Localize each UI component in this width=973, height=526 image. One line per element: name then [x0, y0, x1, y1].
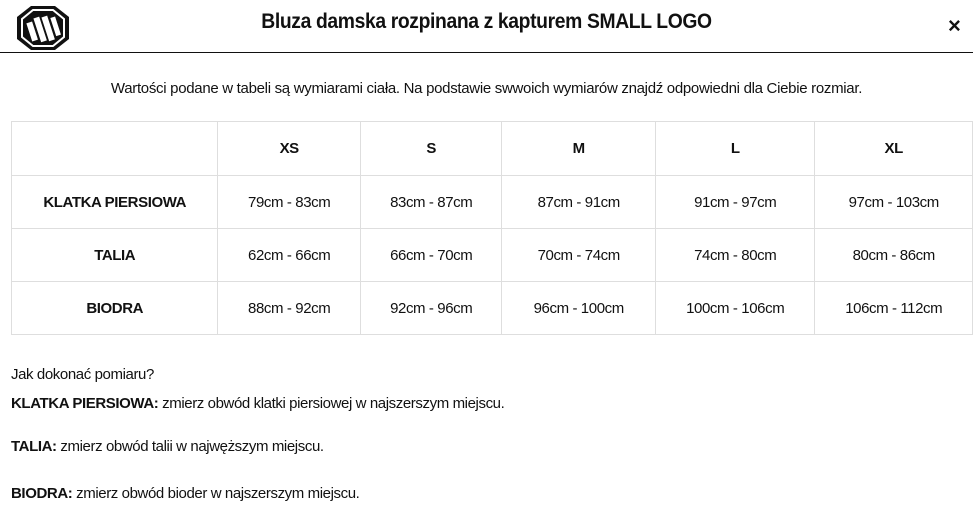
row-label: TALIA	[12, 229, 218, 282]
guide-text: zmierz obwód klatki piersiowej w najszerszym miejscu.	[158, 395, 505, 412]
modal-header	[0, 0, 973, 53]
size-header-row	[12, 122, 973, 176]
table-cell: 96cm - 100cm	[502, 282, 656, 335]
table-cell: 62cm - 66cm	[218, 229, 361, 282]
guide-term: KLATKA PIERSIOWA:	[11, 395, 159, 412]
guide-item	[11, 395, 504, 412]
modal-title: Bluza damska rozpinana z kapturem SMALL LOGO	[261, 10, 712, 33]
table-cell: 92cm - 96cm	[360, 282, 502, 335]
guide-term: TALIA:	[11, 438, 57, 455]
size-table	[11, 121, 973, 335]
row-label: BIODRA	[12, 282, 218, 335]
table-row	[12, 176, 973, 229]
table-cell: 106cm - 112cm	[815, 282, 973, 335]
table-cell: 88cm - 92cm	[218, 282, 361, 335]
guide-item	[11, 438, 324, 455]
row-label: KLATKA PIERSIOWA	[12, 176, 218, 229]
table-cell: 91cm - 97cm	[655, 176, 814, 229]
table-cell: 87cm - 91cm	[502, 176, 656, 229]
table-cell: 74cm - 80cm	[655, 229, 814, 282]
table-cell: 66cm - 70cm	[360, 229, 502, 282]
table-cell: 79cm - 83cm	[218, 176, 361, 229]
close-icon[interactable]: ×	[948, 13, 961, 38]
table-cell: 97cm - 103cm	[815, 176, 973, 229]
table-row	[12, 282, 973, 335]
size-xl-header: XL	[815, 122, 973, 176]
size-s-header: S	[360, 122, 502, 176]
guide-text: zmierz obwód talii w najwęższym miejscu.	[56, 438, 324, 455]
size-xs-header: XS	[218, 122, 361, 176]
size-m-header: M	[502, 122, 656, 176]
table-cell: 70cm - 74cm	[502, 229, 656, 282]
table-row	[12, 229, 973, 282]
guide-item	[11, 485, 359, 502]
measure-question: Jak dokonać pomiaru?	[11, 366, 154, 383]
empty-header-cell	[12, 122, 218, 176]
intro-text: Wartości podane w tabeli są wymiarami ciała. Na podstawie swwoich wymiarów znajdź odpowiedni dla Ciebie rozmiar.	[110, 80, 863, 97]
guide-term: BIODRA:	[11, 485, 73, 502]
table-cell: 80cm - 86cm	[815, 229, 973, 282]
table-cell: 83cm - 87cm	[360, 176, 502, 229]
guide-text: zmierz obwód bioder w najszerszym miejscu.	[72, 485, 360, 502]
table-cell: 100cm - 106cm	[655, 282, 814, 335]
size-l-header: L	[655, 122, 814, 176]
